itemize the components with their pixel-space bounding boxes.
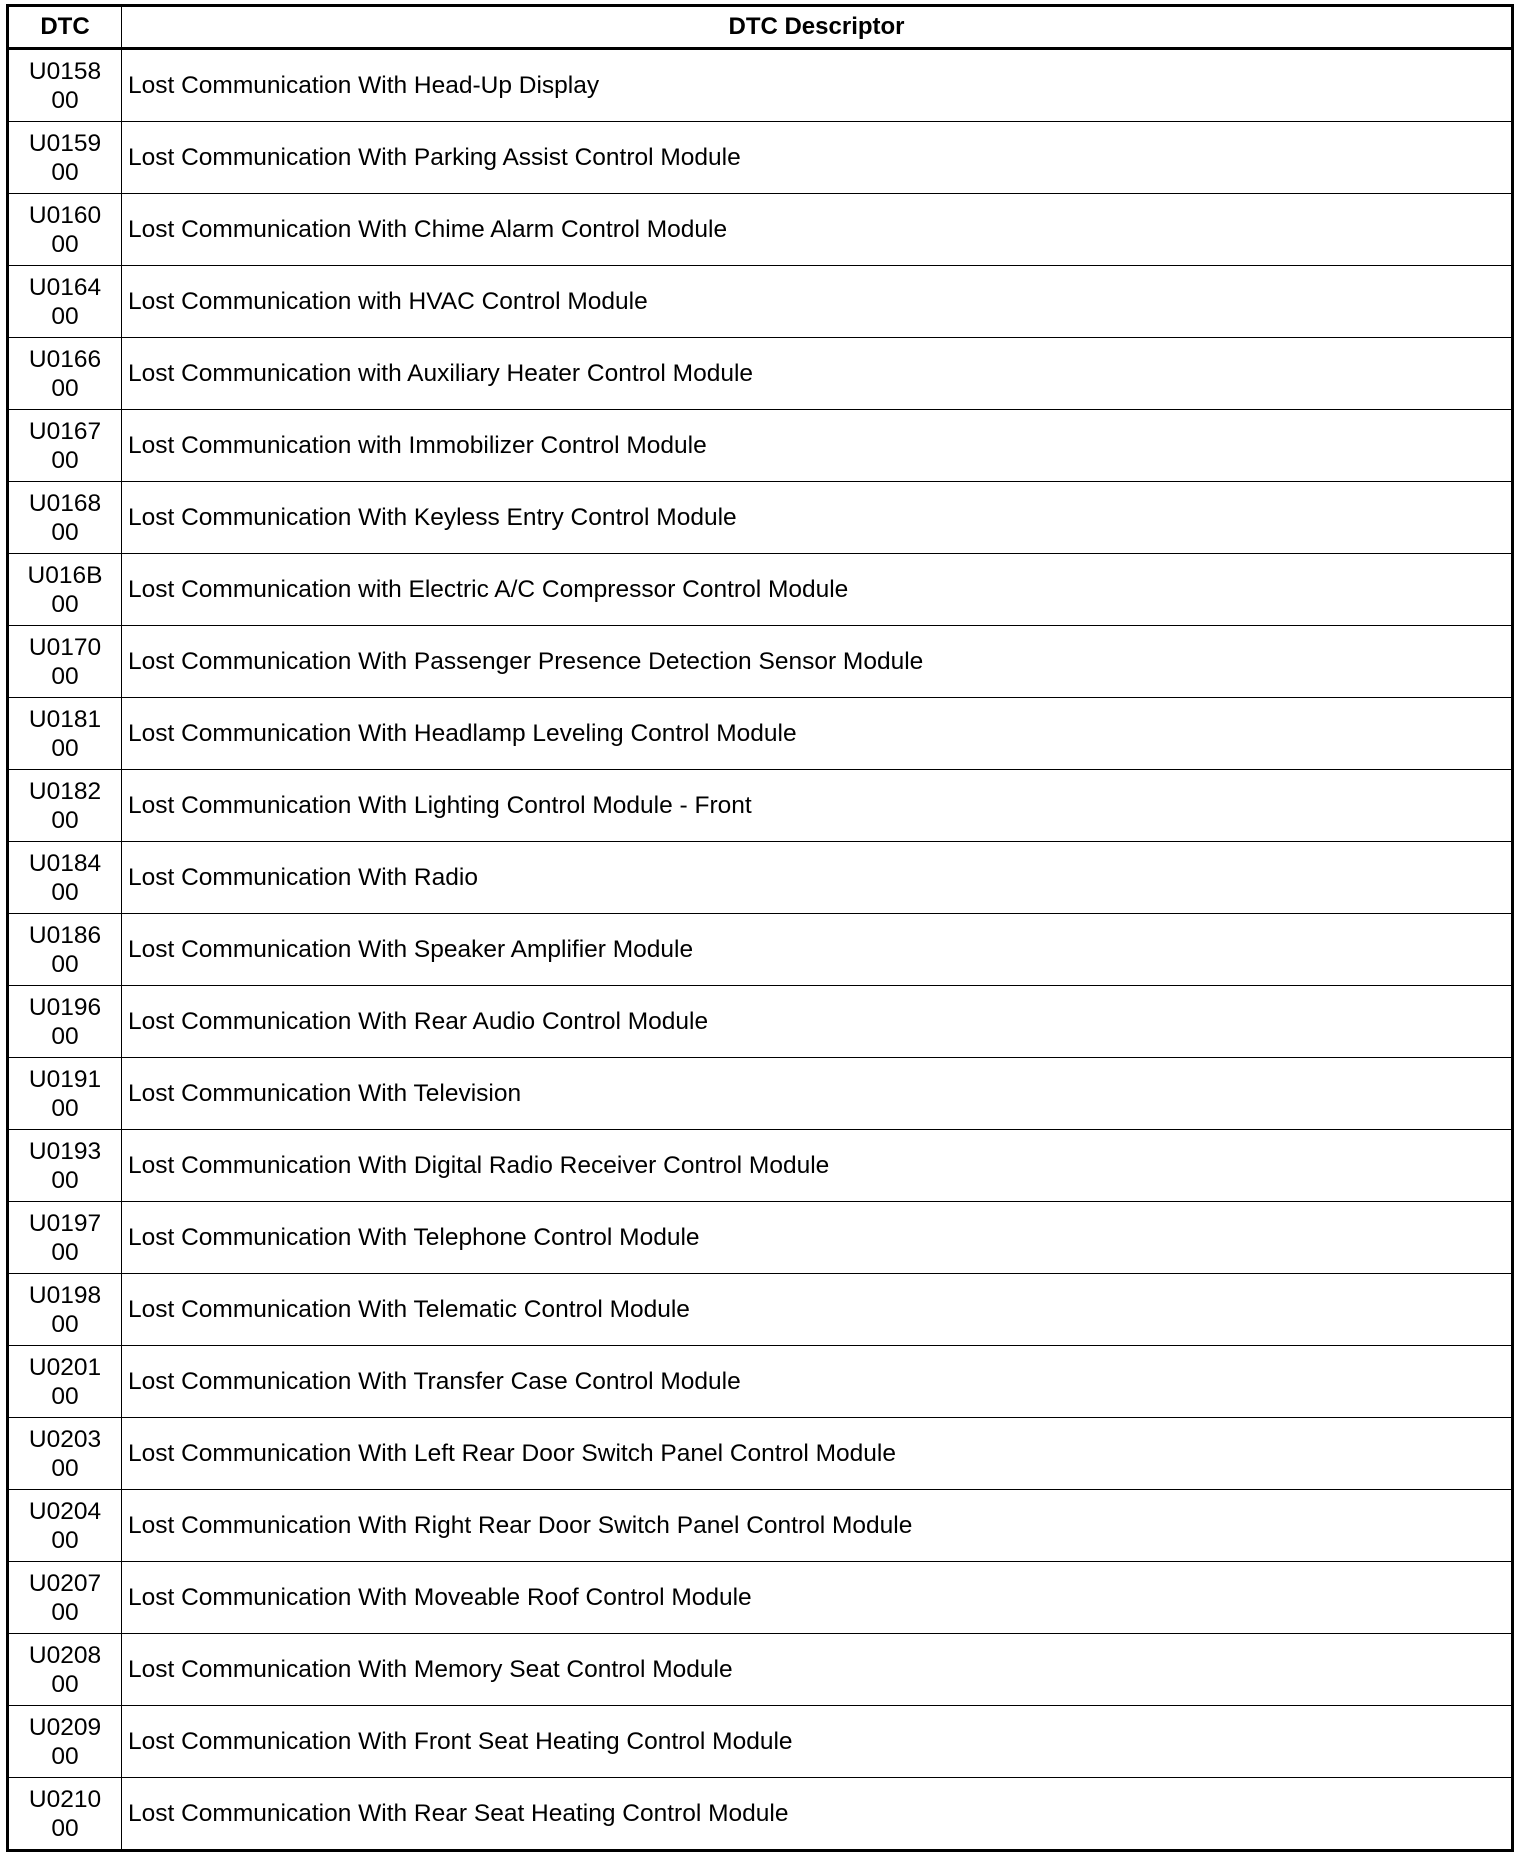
dtc-symptom-byte: 00 <box>51 806 79 834</box>
dtc-symptom-byte: 00 <box>51 374 79 402</box>
dtc-code: U0170 <box>28 633 102 661</box>
dtc-code: U0198 <box>28 1281 102 1309</box>
dtc-code-cell <box>8 626 122 698</box>
dtc-code-cell <box>8 1274 122 1346</box>
dtc-code-cell <box>8 1130 122 1202</box>
dtc-code-cell <box>8 842 122 914</box>
table-row <box>8 338 1513 410</box>
dtc-symptom-byte: 00 <box>51 1742 79 1770</box>
table-row <box>8 1562 1513 1634</box>
dtc-descriptor: Lost Communication With Moveable Roof Control Module <box>122 1562 1513 1634</box>
dtc-symptom-byte: 00 <box>51 1238 79 1266</box>
dtc-code-cell <box>8 914 122 986</box>
table-row <box>8 986 1513 1058</box>
table-row <box>8 410 1513 482</box>
dtc-table-body <box>8 49 1513 1851</box>
dtc-descriptor: Lost Communication With Right Rear Door Switch Panel Control Module <box>122 1490 1513 1562</box>
dtc-descriptor: Lost Communication With Telematic Control Module <box>122 1274 1513 1346</box>
dtc-code-cell <box>8 266 122 338</box>
dtc-code: U0182 <box>28 777 102 805</box>
dtc-code: U0207 <box>28 1569 102 1597</box>
dtc-symptom-byte: 00 <box>51 1670 79 1698</box>
dtc-table <box>6 4 1514 1852</box>
dtc-code-cell <box>8 410 122 482</box>
dtc-descriptor: Lost Communication With Passenger Presence Detection Sensor Module <box>122 626 1513 698</box>
table-row <box>8 194 1513 266</box>
table-row <box>8 914 1513 986</box>
dtc-code-cell <box>8 1706 122 1778</box>
dtc-symptom-byte: 00 <box>51 518 79 546</box>
table-row <box>8 1634 1513 1706</box>
dtc-symptom-byte: 00 <box>51 1166 79 1194</box>
dtc-symptom-byte: 00 <box>51 1598 79 1626</box>
dtc-descriptor: Lost Communication with Auxiliary Heater Control Module <box>122 338 1513 410</box>
dtc-symptom-byte: 00 <box>51 158 79 186</box>
dtc-code-cell <box>8 482 122 554</box>
table-row <box>8 1130 1513 1202</box>
dtc-code-cell <box>8 1058 122 1130</box>
dtc-code: U0166 <box>28 345 102 373</box>
dtc-code: U0164 <box>28 273 102 301</box>
dtc-code-cell <box>8 338 122 410</box>
dtc-descriptor: Lost Communication With Transfer Case Control Module <box>122 1346 1513 1418</box>
dtc-symptom-byte: 00 <box>51 662 79 690</box>
dtc-code: U0201 <box>28 1353 102 1381</box>
dtc-code-cell <box>8 1634 122 1706</box>
dtc-symptom-byte: 00 <box>51 1094 79 1122</box>
table-row <box>8 49 1513 122</box>
dtc-symptom-byte: 00 <box>51 446 79 474</box>
dtc-code: U0204 <box>28 1497 102 1525</box>
dtc-descriptor: Lost Communication With Lighting Control Module - Front <box>122 770 1513 842</box>
dtc-code-cell <box>8 986 122 1058</box>
dtc-descriptor: Lost Communication With Rear Audio Control Module <box>122 986 1513 1058</box>
table-row <box>8 1778 1513 1851</box>
dtc-code: U0191 <box>28 1065 102 1093</box>
dtc-symptom-byte: 00 <box>51 86 79 114</box>
dtc-code-cell <box>8 554 122 626</box>
dtc-descriptor: Lost Communication With Radio <box>122 842 1513 914</box>
dtc-code-cell <box>8 1778 122 1851</box>
dtc-descriptor-column-header: DTC Descriptor <box>122 6 1513 49</box>
dtc-code: U0186 <box>28 921 102 949</box>
dtc-symptom-byte: 00 <box>51 734 79 762</box>
dtc-symptom-byte: 00 <box>51 1382 79 1410</box>
dtc-descriptor: Lost Communication With Telephone Control Module <box>122 1202 1513 1274</box>
dtc-descriptor: Lost Communication With Memory Seat Control Module <box>122 1634 1513 1706</box>
table-row <box>8 266 1513 338</box>
table-row <box>8 1418 1513 1490</box>
dtc-descriptor: Lost Communication With Head-Up Display <box>122 49 1513 122</box>
dtc-descriptor: Lost Communication With Television <box>122 1058 1513 1130</box>
dtc-descriptor: Lost Communication With Left Rear Door Switch Panel Control Module <box>122 1418 1513 1490</box>
dtc-symptom-byte: 00 <box>51 950 79 978</box>
dtc-code: U0184 <box>28 849 102 877</box>
table-row <box>8 554 1513 626</box>
table-row <box>8 1346 1513 1418</box>
dtc-symptom-byte: 00 <box>51 302 79 330</box>
dtc-code-cell <box>8 770 122 842</box>
dtc-descriptor: Lost Communication With Digital Radio Receiver Control Module <box>122 1130 1513 1202</box>
dtc-code-cell <box>8 49 122 122</box>
dtc-code: U0168 <box>28 489 102 517</box>
dtc-symptom-byte: 00 <box>51 590 79 618</box>
dtc-code: U0193 <box>28 1137 102 1165</box>
dtc-symptom-byte: 00 <box>51 878 79 906</box>
dtc-code: U0210 <box>28 1785 102 1813</box>
table-row <box>8 698 1513 770</box>
dtc-descriptor: Lost Communication With Front Seat Heating Control Module <box>122 1706 1513 1778</box>
table-row <box>8 1274 1513 1346</box>
dtc-code-cell <box>8 1202 122 1274</box>
dtc-descriptor: Lost Communication With Speaker Amplifier Module <box>122 914 1513 986</box>
dtc-code: U0197 <box>28 1209 102 1237</box>
dtc-code-cell <box>8 122 122 194</box>
dtc-code: U0209 <box>28 1713 102 1741</box>
dtc-descriptor: Lost Communication with Electric A/C Compressor Control Module <box>122 554 1513 626</box>
dtc-code-cell <box>8 1418 122 1490</box>
dtc-code: U0181 <box>28 705 102 733</box>
dtc-descriptor: Lost Communication with Immobilizer Control Module <box>122 410 1513 482</box>
table-row <box>8 1058 1513 1130</box>
dtc-descriptor: Lost Communication With Parking Assist Control Module <box>122 122 1513 194</box>
dtc-code-cell <box>8 1346 122 1418</box>
table-row <box>8 1490 1513 1562</box>
table-row <box>8 482 1513 554</box>
dtc-code: U0159 <box>28 129 102 157</box>
table-row <box>8 1706 1513 1778</box>
dtc-code: U0158 <box>28 57 102 85</box>
dtc-descriptor: Lost Communication With Chime Alarm Control Module <box>122 194 1513 266</box>
dtc-symptom-byte: 00 <box>51 1022 79 1050</box>
dtc-descriptor: Lost Communication With Rear Seat Heating Control Module <box>122 1778 1513 1851</box>
dtc-code: U0167 <box>28 417 102 445</box>
dtc-symptom-byte: 00 <box>51 1814 79 1842</box>
dtc-symptom-byte: 00 <box>51 1310 79 1338</box>
table-row <box>8 842 1513 914</box>
dtc-code-cell <box>8 194 122 266</box>
table-row <box>8 770 1513 842</box>
dtc-column-header: DTC <box>8 6 122 49</box>
dtc-code-cell <box>8 1562 122 1634</box>
dtc-symptom-byte: 00 <box>51 1526 79 1554</box>
header-row <box>8 6 1513 49</box>
dtc-code: U0208 <box>28 1641 102 1669</box>
dtc-descriptor: Lost Communication With Keyless Entry Control Module <box>122 482 1513 554</box>
dtc-code: U0203 <box>28 1425 102 1453</box>
dtc-symptom-byte: 00 <box>51 230 79 258</box>
dtc-code-cell <box>8 698 122 770</box>
dtc-code: U0160 <box>28 201 102 229</box>
dtc-symptom-byte: 00 <box>51 1454 79 1482</box>
dtc-code-cell <box>8 1490 122 1562</box>
dtc-code: U0196 <box>28 993 102 1021</box>
dtc-descriptor: Lost Communication With Headlamp Leveling Control Module <box>122 698 1513 770</box>
table-row <box>8 1202 1513 1274</box>
table-row <box>8 122 1513 194</box>
table-row <box>8 626 1513 698</box>
dtc-descriptor: Lost Communication with HVAC Control Module <box>122 266 1513 338</box>
dtc-code: U016B <box>27 561 103 589</box>
